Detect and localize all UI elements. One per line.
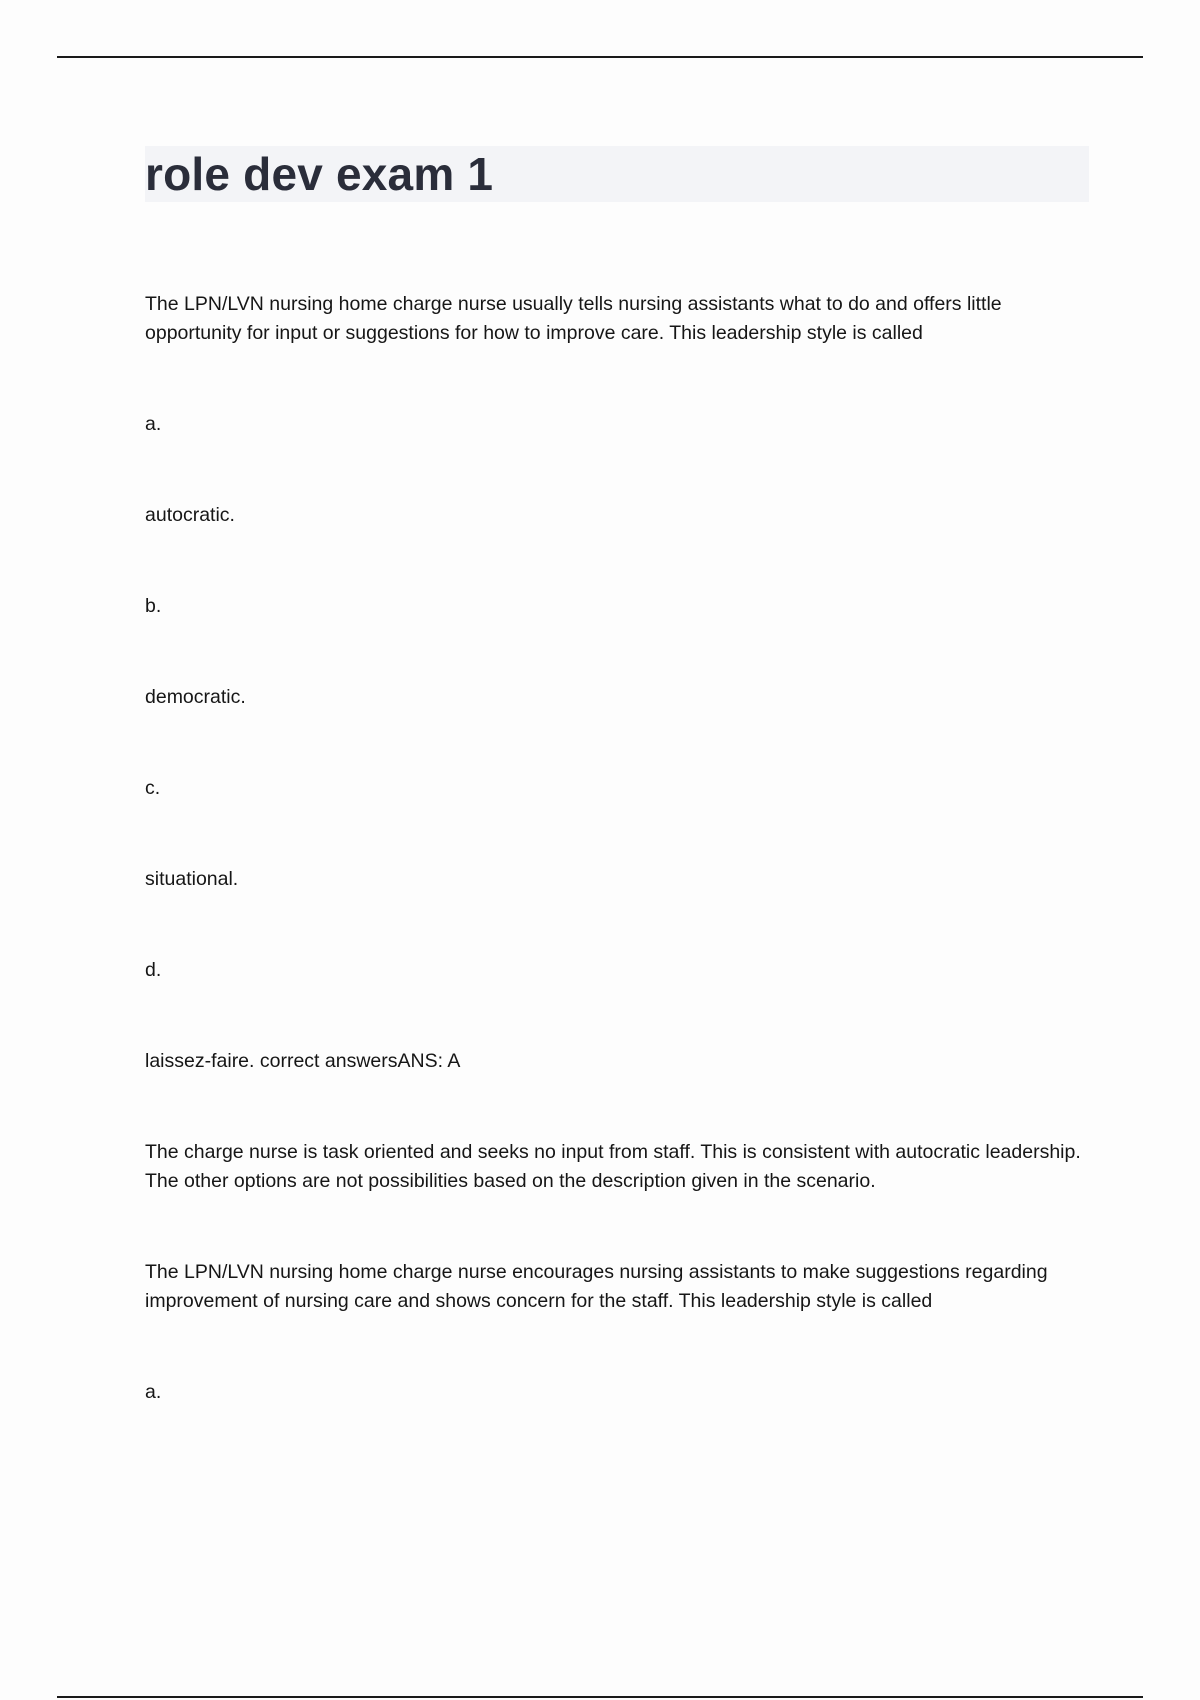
q1-option-d-label: d. <box>145 959 162 981</box>
q1-option-c-text: situational. <box>145 868 239 890</box>
q2-option-a-label: a. <box>145 1381 162 1403</box>
q1-option-a-text: autocratic. <box>145 504 235 526</box>
footer-rule <box>57 1696 1143 1698</box>
q1-option-b-label: b. <box>145 595 162 617</box>
q1-option-d-text-answer: laissez-faire. correct answersANS: A <box>145 1050 461 1072</box>
q1-option-c-label: c. <box>145 777 161 799</box>
q1-rationale: The charge nurse is task oriented and seeks no input from staff. This is consistent with autocratic leadership. The other options are not possibilities based on the description given in the scenario. <box>145 1141 1081 1192</box>
question-1-text: The LPN/LVN nursing home charge nurse usually tells nursing assistants what to do and offers little opportunity for input or suggestions for how to improve care. This leadership style is called <box>145 293 1002 344</box>
header-rule <box>57 56 1143 58</box>
q1-option-a-label: a. <box>145 413 162 435</box>
q1-option-b-text: democratic. <box>145 686 246 708</box>
document-title: role dev exam 1 <box>145 148 494 200</box>
question-2-text: The LPN/LVN nursing home charge nurse encourages nursing assistants to make suggestions regarding improvement of nursing care and shows concern for the staff. This leadership style is called <box>145 1261 1048 1312</box>
document-body <box>145 290 1095 1407</box>
